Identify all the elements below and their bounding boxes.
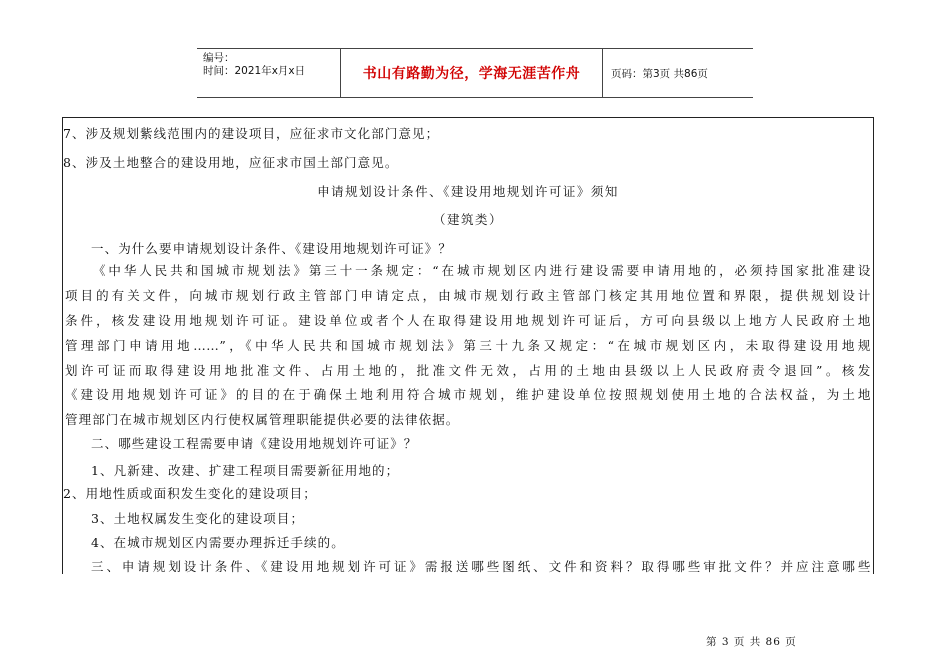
list-item: 2、用地性质或面积发生变化的建设项目； <box>63 486 317 501</box>
body-line: 条件，核发建设用地规划许可证。建设单位或者个人在取得建设用地规划许可证后，方可向县级以上地方人民政府土地 <box>65 313 871 328</box>
section-subtitle: （建筑类） <box>432 212 503 227</box>
body-line: 《建设用地规划许可证》的目的在于确保土地利用符合城市规划，维护建设单位按照规划使用土地的合法权益，为土地 <box>65 387 871 402</box>
document-body <box>62 117 874 574</box>
header-page-number: 页码：第3页 共86页 <box>611 67 708 80</box>
header-motto: 书山有路勤为径，学海无涯苦作舟 <box>341 49 603 97</box>
body-line: 划许可证而取得建设用地批准文件、占用土地的，批准文件无效，占用的土地由县级以上人民政府责令退回”。核发 <box>65 363 871 378</box>
body-line: 7、涉及规划紫线范围内的建设项目，应征求市文化部门意见； <box>63 126 440 141</box>
body-line: 管理部门申请用地……”，《中华人民共和国城市规划法》第三十九条又规定：“在城市规划区内，未取得建设用地规 <box>65 338 871 353</box>
body-line: 项目的有关文件，向城市规划行政主管部门申请定点，由城市规划行政主管部门核定其用地位置和界限，提供规划设计 <box>65 288 871 303</box>
list-item: 4、在城市规划区内需要办理拆迁手续的。 <box>91 535 345 550</box>
body-heading: 三、申请规划设计条件、《建设用地规划许可证》需报送哪些图纸、文件和资料？取得哪些审批文件？并应注意哪些 <box>91 559 871 574</box>
header-table <box>197 48 753 98</box>
header-number: 编号： <box>203 52 235 64</box>
header-meta-cell <box>197 49 341 97</box>
body-heading: 一、为什么要申请规划设计条件、《建设用地规划许可证》？ <box>91 241 452 256</box>
body-line: 管理部门在城市规划区内行使权属管理职能提供必要的法律依据。 <box>65 412 460 427</box>
header-time: 时间：2021年x月x日 <box>203 65 306 77</box>
list-item: 3、土地权属发生变化的建设项目； <box>91 511 305 526</box>
page-footer: 第 3 页 共 86 页 <box>706 636 797 648</box>
list-item: 1、凡新建、改建、扩建工程项目需要新征用地的； <box>91 463 400 478</box>
section-title: 申请规划设计条件、《建设用地规划许可证》须知 <box>317 184 619 199</box>
body-heading: 二、哪些建设工程需要申请《建设用地规划许可证》？ <box>91 436 418 451</box>
body-line: 《中华人民共和国城市规划法》第三十一条规定：“在城市规划区内进行建设需要申请用地的，必须持国家批准建设 <box>93 263 871 278</box>
body-line: 8、涉及土地整合的建设用地，应征求市国土部门意见。 <box>63 155 399 170</box>
